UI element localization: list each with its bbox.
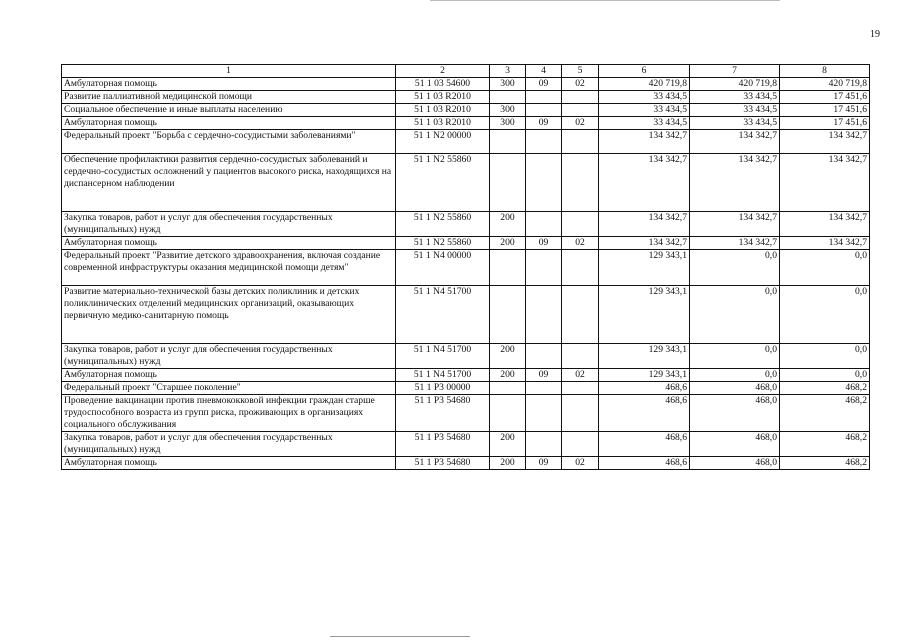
cell-name: Обеспечение профилактики развития сердечно-сосудистых заболеваний и сердечно-сосудистых осложнений у пациентов высокого риска, находящихся на диспансерном наблюдении <box>62 154 396 212</box>
cell-pr <box>562 395 599 432</box>
cell-y3: 468,2 <box>780 432 870 457</box>
cell-code: 51 1 N2 55860 <box>396 212 490 237</box>
cell-y2: 134 342,7 <box>690 130 780 154</box>
cell-name: Развитие паллиативной медицинской помощи <box>62 91 396 104</box>
cell-rz <box>526 130 562 154</box>
cell-vr: 200 <box>490 212 526 237</box>
cell-vr: 200 <box>490 237 526 250</box>
cell-y3: 0,0 <box>780 250 870 286</box>
scan-artifact-line <box>330 636 470 637</box>
cell-rz: 09 <box>526 237 562 250</box>
cell-y1: 468,6 <box>599 457 690 470</box>
cell-code: 51 1 P3 54680 <box>396 457 490 470</box>
cell-rz: 09 <box>526 369 562 382</box>
cell-pr: 02 <box>562 237 599 250</box>
cell-code: 51 1 P3 54680 <box>396 395 490 432</box>
cell-name: Амбулаторная помощь <box>62 457 396 470</box>
cell-name: Амбулаторная помощь <box>62 78 396 91</box>
cell-rz <box>526 395 562 432</box>
column-header: 8 <box>780 65 870 78</box>
table-row <box>62 395 870 432</box>
cell-rz: 09 <box>526 117 562 130</box>
cell-name: Амбулаторная помощь <box>62 117 396 130</box>
cell-name: Проведение вакцинации против пневмококковой инфекции граждан старше трудоспособного возраста из групп риска, проживающих в организациях социального обслуживания <box>62 395 396 432</box>
cell-pr <box>562 104 599 117</box>
table-row <box>62 286 870 344</box>
cell-y3: 17 451,6 <box>780 91 870 104</box>
cell-y3: 0,0 <box>780 344 870 369</box>
cell-name: Закупка товаров, работ и услуг для обеспечения государственных (муниципальных) нужд <box>62 344 396 369</box>
cell-y1: 129 343,1 <box>599 369 690 382</box>
cell-y3: 17 451,6 <box>780 117 870 130</box>
cell-pr: 02 <box>562 117 599 130</box>
table-row <box>62 344 870 369</box>
cell-y2: 420 719,8 <box>690 78 780 91</box>
cell-vr: 300 <box>490 78 526 91</box>
cell-y2: 0,0 <box>690 369 780 382</box>
cell-rz <box>526 286 562 344</box>
cell-y2: 134 342,7 <box>690 237 780 250</box>
cell-y2: 468,0 <box>690 457 780 470</box>
cell-y2: 0,0 <box>690 344 780 369</box>
table-body <box>62 78 870 470</box>
cell-y1: 129 343,1 <box>599 250 690 286</box>
cell-pr: 02 <box>562 369 599 382</box>
cell-code: 51 1 03 54600 <box>396 78 490 91</box>
cell-rz <box>526 154 562 212</box>
scan-artifact-line <box>430 0 780 1</box>
cell-code: 51 1 N4 51700 <box>396 286 490 344</box>
cell-vr <box>490 395 526 432</box>
cell-y3: 134 342,7 <box>780 154 870 212</box>
cell-y2: 134 342,7 <box>690 154 780 212</box>
cell-code: 51 1 03 R2010 <box>396 117 490 130</box>
table-row <box>62 78 870 91</box>
cell-code: 51 1 N2 55860 <box>396 154 490 212</box>
cell-rz <box>526 432 562 457</box>
cell-rz <box>526 382 562 395</box>
table-header-row <box>62 65 870 78</box>
cell-y3: 0,0 <box>780 286 870 344</box>
budget-table <box>61 64 870 470</box>
cell-y2: 468,0 <box>690 382 780 395</box>
table-row <box>62 117 870 130</box>
cell-vr: 200 <box>490 369 526 382</box>
cell-rz <box>526 250 562 286</box>
cell-y3: 134 342,7 <box>780 212 870 237</box>
table-row <box>62 457 870 470</box>
cell-y3: 420 719,8 <box>780 78 870 91</box>
cell-y1: 468,6 <box>599 432 690 457</box>
column-header: 6 <box>599 65 690 78</box>
table-row <box>62 237 870 250</box>
cell-pr: 02 <box>562 78 599 91</box>
cell-vr: 200 <box>490 344 526 369</box>
cell-name: Закупка товаров, работ и услуг для обеспечения государственных (муниципальных) нужд <box>62 432 396 457</box>
cell-vr: 300 <box>490 104 526 117</box>
cell-y1: 33 434,5 <box>599 117 690 130</box>
table-row <box>62 154 870 212</box>
cell-rz <box>526 104 562 117</box>
cell-name: Федеральный проект "Развитие детского здравоохранения, включая создание современной инфраструктуры оказания медицинской помощи детям" <box>62 250 396 286</box>
cell-y1: 468,6 <box>599 395 690 432</box>
cell-pr <box>562 344 599 369</box>
cell-y1: 129 343,1 <box>599 344 690 369</box>
cell-vr: 200 <box>490 457 526 470</box>
cell-y1: 420 719,8 <box>599 78 690 91</box>
cell-y2: 33 434,5 <box>690 117 780 130</box>
cell-code: 51 1 N2 00000 <box>396 130 490 154</box>
cell-vr <box>490 250 526 286</box>
cell-pr <box>562 212 599 237</box>
cell-rz <box>526 212 562 237</box>
cell-y2: 33 434,5 <box>690 91 780 104</box>
cell-y1: 33 434,5 <box>599 91 690 104</box>
cell-name: Амбулаторная помощь <box>62 237 396 250</box>
cell-y1: 134 342,7 <box>599 212 690 237</box>
cell-rz <box>526 344 562 369</box>
cell-y1: 468,6 <box>599 382 690 395</box>
cell-vr <box>490 382 526 395</box>
table-row <box>62 104 870 117</box>
cell-y3: 468,2 <box>780 457 870 470</box>
cell-vr <box>490 130 526 154</box>
cell-y2: 0,0 <box>690 250 780 286</box>
cell-code: 51 1 03 R2010 <box>396 104 490 117</box>
cell-name: Амбулаторная помощь <box>62 369 396 382</box>
cell-pr <box>562 130 599 154</box>
column-header: 4 <box>526 65 562 78</box>
column-header: 5 <box>562 65 599 78</box>
cell-rz: 09 <box>526 78 562 91</box>
cell-name: Закупка товаров, работ и услуг для обеспечения государственных (муниципальных) нужд <box>62 212 396 237</box>
table-row <box>62 130 870 154</box>
table-row <box>62 212 870 237</box>
cell-vr <box>490 91 526 104</box>
cell-code: 51 1 P3 00000 <box>396 382 490 395</box>
cell-y2: 0,0 <box>690 286 780 344</box>
cell-code: 51 1 N2 55860 <box>396 237 490 250</box>
cell-y3: 134 342,7 <box>780 130 870 154</box>
cell-pr <box>562 154 599 212</box>
cell-y1: 134 342,7 <box>599 130 690 154</box>
cell-y3: 468,2 <box>780 395 870 432</box>
table-row <box>62 369 870 382</box>
cell-pr: 02 <box>562 457 599 470</box>
column-header: 1 <box>62 65 396 78</box>
cell-y1: 129 343,1 <box>599 286 690 344</box>
cell-name: Федеральный проект "Борьба с сердечно-сосудистыми заболеваниями" <box>62 130 396 154</box>
cell-y3: 468,2 <box>780 382 870 395</box>
cell-y1: 134 342,7 <box>599 154 690 212</box>
cell-rz: 09 <box>526 457 562 470</box>
cell-rz <box>526 91 562 104</box>
cell-y3: 0,0 <box>780 369 870 382</box>
cell-vr <box>490 154 526 212</box>
cell-y2: 468,0 <box>690 432 780 457</box>
cell-pr <box>562 91 599 104</box>
cell-code: 51 1 N4 00000 <box>396 250 490 286</box>
cell-y2: 468,0 <box>690 395 780 432</box>
column-header: 2 <box>396 65 490 78</box>
cell-y3: 134 342,7 <box>780 237 870 250</box>
cell-vr <box>490 286 526 344</box>
cell-pr <box>562 432 599 457</box>
column-header: 3 <box>490 65 526 78</box>
cell-name: Социальное обеспечение и иные выплаты населению <box>62 104 396 117</box>
cell-y1: 134 342,7 <box>599 237 690 250</box>
page-number: 19 <box>870 29 880 40</box>
table-row <box>62 250 870 286</box>
cell-y3: 17 451,6 <box>780 104 870 117</box>
cell-code: 51 1 03 R2010 <box>396 91 490 104</box>
cell-pr <box>562 382 599 395</box>
cell-code: 51 1 P3 54680 <box>396 432 490 457</box>
cell-vr: 300 <box>490 117 526 130</box>
table-row <box>62 91 870 104</box>
cell-vr: 200 <box>490 432 526 457</box>
cell-name: Федеральный проект "Старшее поколение" <box>62 382 396 395</box>
cell-name: Развитие материально-технической базы детских поликлиник и детских поликлинических отделений медицинских организаций, оказывающих первичную медико-санитарную помощь <box>62 286 396 344</box>
cell-code: 51 1 N4 51700 <box>396 344 490 369</box>
cell-code: 51 1 N4 51700 <box>396 369 490 382</box>
column-header: 7 <box>690 65 780 78</box>
cell-pr <box>562 250 599 286</box>
table-row <box>62 382 870 395</box>
table-row <box>62 432 870 457</box>
cell-y2: 33 434,5 <box>690 104 780 117</box>
cell-pr <box>562 286 599 344</box>
cell-y2: 134 342,7 <box>690 212 780 237</box>
cell-y1: 33 434,5 <box>599 104 690 117</box>
